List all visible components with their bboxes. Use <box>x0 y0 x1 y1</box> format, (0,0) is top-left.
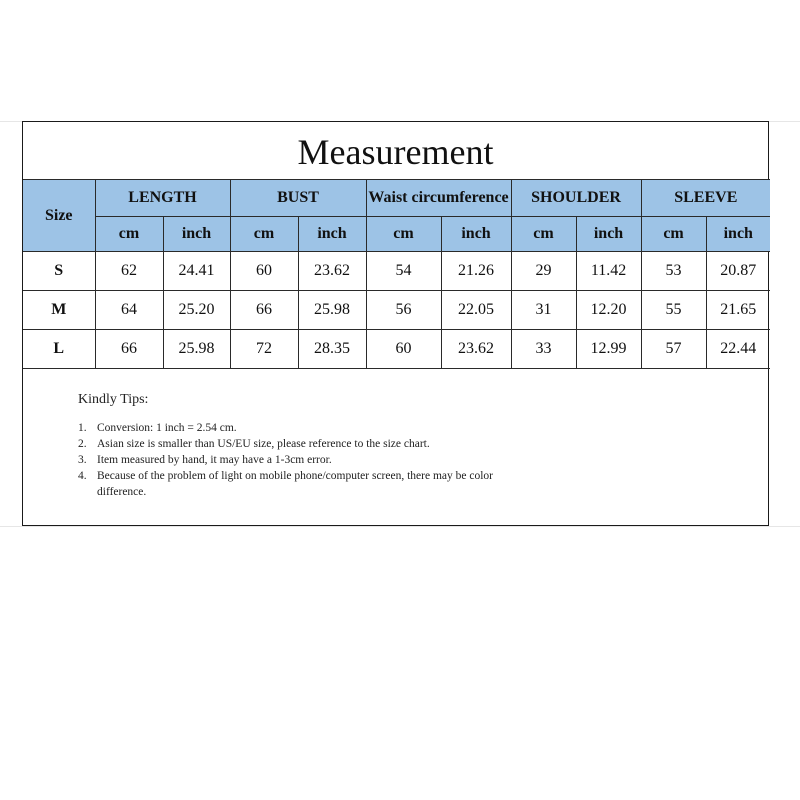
size-label: M <box>23 291 95 330</box>
tip-text: Because of the problem of light on mobile phone/computer screen, there may be color difference. <box>97 470 493 498</box>
unit-inch: inch <box>298 217 366 252</box>
table-row <box>23 252 770 291</box>
table-cell: 62 <box>95 252 163 291</box>
chart-title: Measurement <box>297 132 494 172</box>
table-cell: 57 <box>641 330 706 369</box>
bottom-guide-line <box>0 526 800 527</box>
measurement-chart <box>22 121 769 526</box>
table-cell: 21.26 <box>441 252 511 291</box>
unit-cm: cm <box>641 217 706 252</box>
table-row <box>23 330 770 369</box>
waist-header: Waist circumference <box>366 180 511 217</box>
table-cell: 23.62 <box>298 252 366 291</box>
unit-inch: inch <box>163 217 230 252</box>
tip-number: 3. <box>78 454 87 466</box>
unit-inch: inch <box>441 217 511 252</box>
tip-number: 1. <box>78 422 87 434</box>
table-cell: 22.44 <box>706 330 770 369</box>
tip-item <box>78 420 678 436</box>
size-label: L <box>23 330 95 369</box>
table-cell: 60 <box>230 252 298 291</box>
unit-cm: cm <box>366 217 441 252</box>
table-cell: 31 <box>511 291 576 330</box>
tips-section <box>78 392 678 500</box>
tips-list <box>78 420 678 500</box>
table-cell: 53 <box>641 252 706 291</box>
table-cell: 12.20 <box>576 291 641 330</box>
table-cell: 22.05 <box>441 291 511 330</box>
tip-number: 4. <box>78 470 87 482</box>
table-cell: 28.35 <box>298 330 366 369</box>
unit-inch: inch <box>706 217 770 252</box>
length-header: LENGTH <box>95 180 230 217</box>
table-cell: 66 <box>230 291 298 330</box>
size-table <box>23 179 770 369</box>
table-cell: 29 <box>511 252 576 291</box>
table-cell: 20.87 <box>706 252 770 291</box>
unit-cm: cm <box>95 217 163 252</box>
table-row <box>23 291 770 330</box>
tip-item <box>78 468 678 500</box>
table-cell: 11.42 <box>576 252 641 291</box>
unit-cm: cm <box>511 217 576 252</box>
tip-item <box>78 452 678 468</box>
unit-header-row <box>23 217 770 252</box>
unit-inch: inch <box>576 217 641 252</box>
tip-item <box>78 436 678 452</box>
tip-text: Item measured by hand, it may have a 1-3cm error. <box>97 454 332 466</box>
table-cell: 23.62 <box>441 330 511 369</box>
table-cell: 64 <box>95 291 163 330</box>
sleeve-header: SLEEVE <box>641 180 770 217</box>
table-cell: 25.98 <box>298 291 366 330</box>
table-cell: 33 <box>511 330 576 369</box>
tip-text: Asian size is smaller than US/EU size, please reference to the size chart. <box>97 438 430 450</box>
bust-header: BUST <box>230 180 366 217</box>
table-cell: 60 <box>366 330 441 369</box>
tip-number: 2. <box>78 438 87 450</box>
table-cell: 66 <box>95 330 163 369</box>
table-cell: 54 <box>366 252 441 291</box>
size-label: S <box>23 252 95 291</box>
group-header-row <box>23 180 770 217</box>
table-cell: 24.41 <box>163 252 230 291</box>
tips-title: Kindly Tips: <box>78 392 149 407</box>
table-cell: 25.98 <box>163 330 230 369</box>
tip-text: Conversion: 1 inch = 2.54 cm. <box>97 422 237 434</box>
size-header: Size <box>23 180 95 252</box>
table-cell: 56 <box>366 291 441 330</box>
shoulder-header: SHOULDER <box>511 180 641 217</box>
table-cell: 12.99 <box>576 330 641 369</box>
table-cell: 21.65 <box>706 291 770 330</box>
table-cell: 25.20 <box>163 291 230 330</box>
unit-cm: cm <box>230 217 298 252</box>
table-cell: 55 <box>641 291 706 330</box>
table-cell: 72 <box>230 330 298 369</box>
